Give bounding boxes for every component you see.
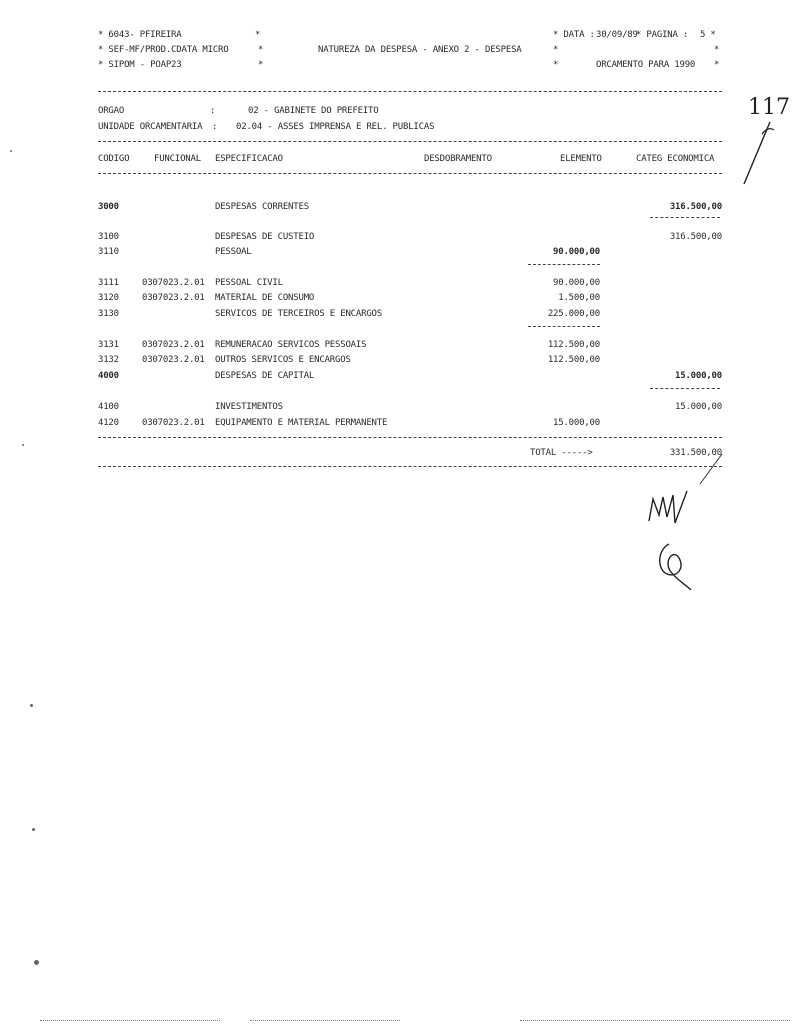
unit-sep: : (212, 122, 218, 132)
row-codigo: 4100 (98, 402, 119, 412)
total-tick-mark (696, 448, 726, 488)
row-codigo: 3130 (98, 309, 119, 319)
row-categ: 15.000,00 (675, 402, 722, 412)
row-codigo: 3132 (98, 355, 119, 365)
subtotal-line (650, 388, 720, 389)
divider (98, 141, 722, 142)
row-codigo: 4120 (98, 418, 119, 428)
header-star: * (714, 60, 720, 70)
header-left-line3: * SIPOM - POAP23 (98, 60, 182, 70)
row-codigo: 3111 (98, 278, 119, 288)
orgao-sep: : (210, 106, 216, 116)
initials-signature (645, 485, 695, 530)
row-elemento: 225.000,00 (547, 309, 600, 319)
date-value: 30/09/89 (596, 30, 638, 40)
row-elemento: 90.000,00 (553, 247, 600, 257)
header-left-line1: * 6043- PFIREIRA (98, 30, 182, 40)
col-elemento: ELEMENTO (560, 154, 602, 164)
header-star: * (553, 45, 559, 55)
row-codigo: 3131 (98, 340, 119, 350)
total-value: 331.500,00 (669, 448, 722, 458)
row-especificacao: DESPESAS CORRENTES (215, 202, 309, 212)
row-especificacao: PESSOAL (215, 247, 252, 257)
page-label: * PAGINA : (636, 30, 689, 40)
row-especificacao: OUTROS SERVICOS E ENCARGOS (215, 355, 351, 365)
page-number: 5 * (700, 30, 716, 40)
unit-value: 02.04 - ASSES IMPRENSA E REL. PUBLICAS (236, 122, 435, 132)
header-star: * (714, 45, 720, 55)
scan-speck (30, 704, 33, 707)
row-funcional: 0307023.2.01 (142, 278, 205, 288)
col-codigo: CODIGO (98, 154, 130, 164)
subtotal-line (528, 264, 600, 265)
row-codigo: 3110 (98, 247, 119, 257)
col-categ: CATEG ECONOMICA (636, 154, 715, 164)
header-star: * (258, 60, 264, 70)
header-left-line2: * SEF-MF/PROD.CDATA MICRO (98, 45, 229, 55)
row-codigo: 3100 (98, 232, 119, 242)
scan-speck (22, 444, 24, 446)
page-stamp-number: 117 (748, 95, 790, 120)
row-especificacao: EQUIPAMENTO E MATERIAL PERMANENTE (215, 418, 388, 428)
row-funcional: 0307023.2.01 (142, 418, 205, 428)
row-funcional: 0307023.2.01 (142, 293, 205, 303)
divider (98, 91, 722, 92)
row-categ: 316.500,00 (669, 232, 722, 242)
row-especificacao: SERVICOS DE TERCEIROS E ENCARGOS (215, 309, 382, 319)
row-especificacao: PESSOAL CIVIL (215, 278, 283, 288)
orgao-value: 02 - GABINETE DO PREFEITO (248, 106, 379, 116)
scan-edge (250, 1020, 400, 1021)
rubric-signature (655, 540, 695, 595)
row-especificacao: INVESTIMENTOS (215, 402, 283, 412)
row-elemento: 112.500,00 (547, 340, 600, 350)
budget-year: ORCAMENTO PARA 1990 (596, 60, 696, 70)
row-especificacao: DESPESAS DE CUSTEIO (215, 232, 315, 242)
row-especificacao: REMUNERACAO SERVICOS PESSOAIS (215, 340, 367, 350)
row-funcional: 0307023.2.01 (142, 355, 205, 365)
row-categ: 316.500,00 (669, 202, 722, 212)
row-codigo: 4000 (98, 371, 119, 381)
unit-label: UNIDADE ORCAMENTARIA (98, 122, 203, 132)
divider (98, 173, 722, 174)
stamp-slash (740, 118, 780, 188)
col-funcional: FUNCIONAL (154, 154, 201, 164)
subtotal-line (650, 217, 720, 218)
header-star: * (258, 45, 264, 55)
date-label: * DATA : (553, 30, 595, 40)
row-codigo: 3120 (98, 293, 119, 303)
total-label: TOTAL -----> (530, 448, 593, 458)
scan-edge (40, 1020, 220, 1021)
header-star: * (255, 30, 261, 40)
row-elemento: 112.500,00 (547, 355, 600, 365)
row-codigo: 3000 (98, 202, 119, 212)
col-desdobramento: DESDOBRAMENTO (424, 154, 492, 164)
orgao-label: ORGAO (98, 106, 125, 116)
row-funcional: 0307023.2.01 (142, 340, 205, 350)
subtotal-line (528, 326, 600, 327)
row-especificacao: MATERIAL DE CONSUMO (215, 293, 315, 303)
row-elemento: 1.500,00 (558, 293, 600, 303)
row-elemento: 90.000,00 (553, 278, 600, 288)
report-title: NATUREZA DA DESPESA - ANEXO 2 - DESPESA (318, 45, 522, 55)
scan-speck (34, 960, 39, 965)
row-categ: 15.000,00 (675, 371, 722, 381)
scan-edge (520, 1020, 790, 1021)
divider (98, 437, 722, 438)
col-especificacao: ESPECIFICACAO (215, 154, 283, 164)
header-star: * (553, 60, 559, 70)
scan-speck (32, 828, 35, 831)
divider (98, 466, 722, 467)
row-elemento: 15.000,00 (553, 418, 600, 428)
row-especificacao: DESPESAS DE CAPITAL (215, 371, 315, 381)
scan-speck (10, 150, 12, 152)
